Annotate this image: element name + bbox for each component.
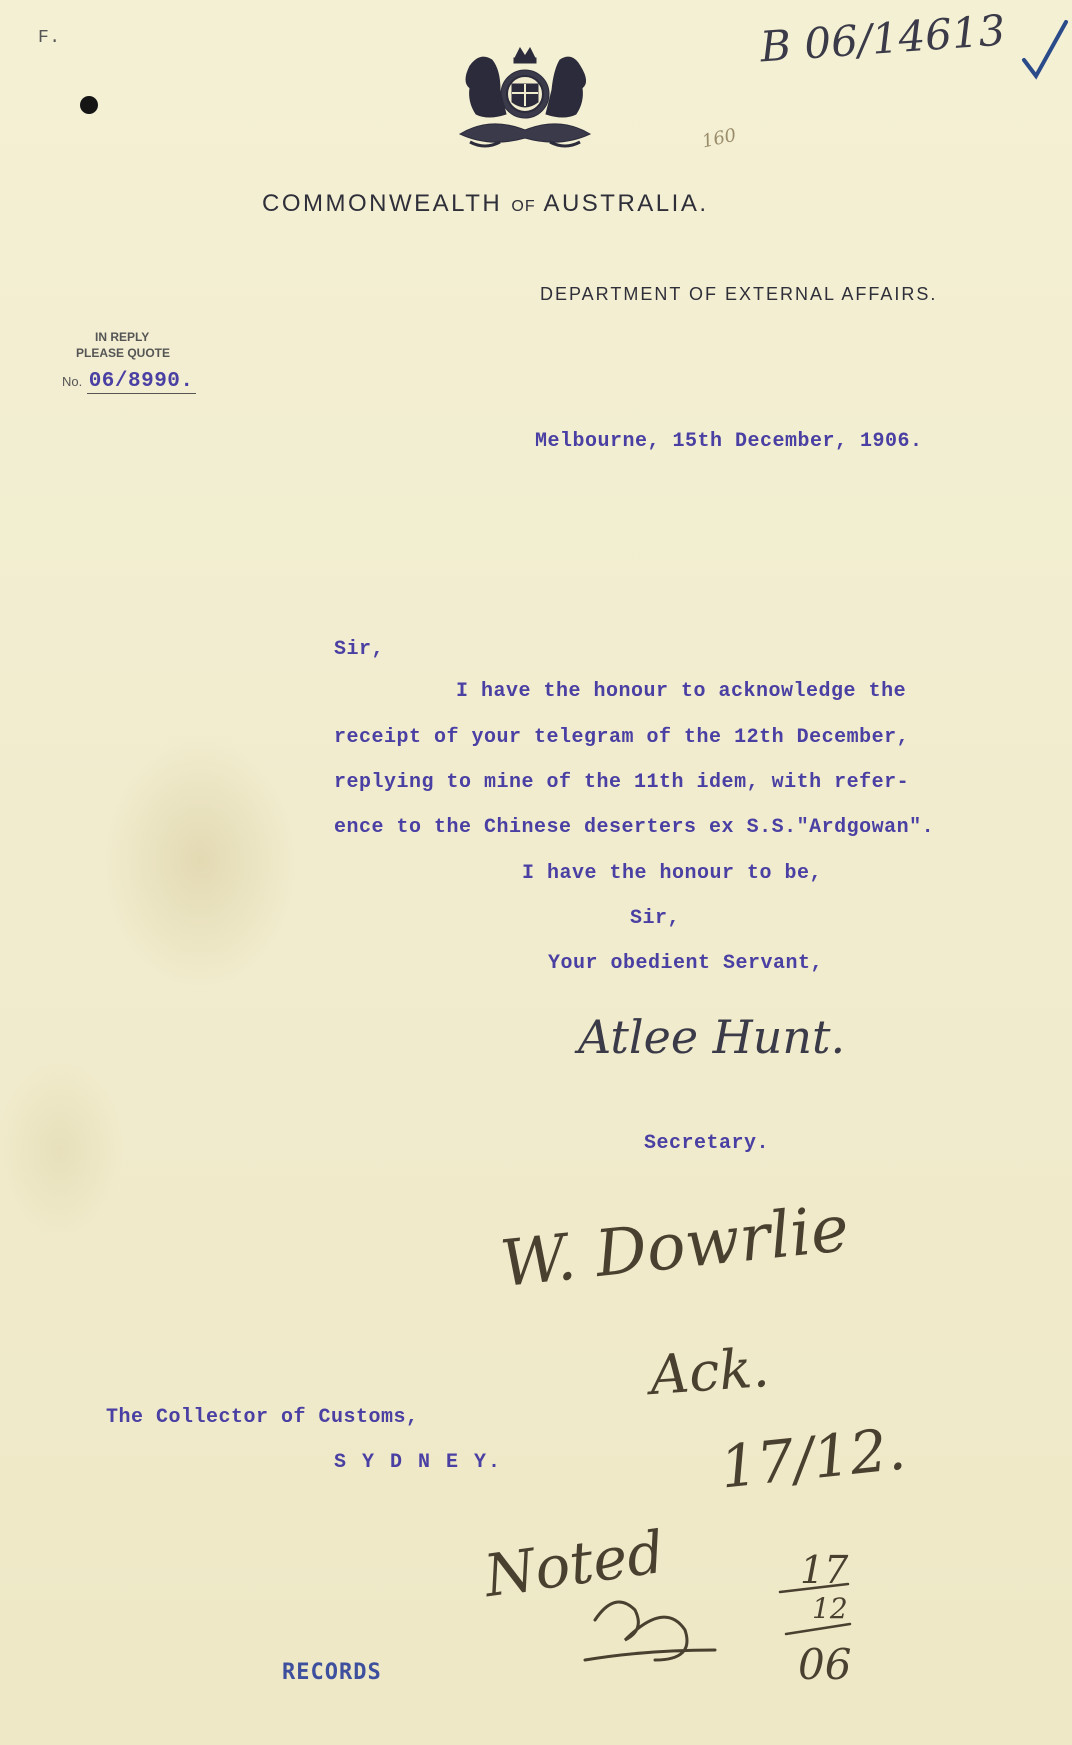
place-date: Melbourne, 15th December, 1906. [535,430,923,453]
date-fraction-lines [778,1582,858,1642]
salutation: Sir, [334,638,385,661]
letterhead-title [262,190,709,218]
small-annotation: 160 [700,124,739,153]
handwritten-initials: W. Dowrlie [497,1191,853,1303]
coat-of-arms-icon [450,46,600,154]
body-line-3: replying to mine of the 11th idem, with refer- [334,771,910,794]
form-code: F. [38,28,61,48]
letterhead-country: COMMONWEALTH [262,190,503,217]
body-line-2: receipt of your telegram of the 12th December, [334,726,910,749]
department-name: DEPARTMENT OF EXTERNAL AFFAIRS. [540,284,938,304]
signature: Atlee Hunt. [578,1010,846,1064]
handwritten-ack: Ack. [647,1335,772,1408]
noted-date-month: 12 [812,1592,848,1625]
file-annotation: B 06/14613 [758,5,1007,72]
closing-line-2: Sir, [630,907,681,930]
letterhead-country2: AUSTRALIA. [543,190,709,217]
body-line-1: I have the honour to acknowledge the [456,680,907,703]
handwritten-ack-date: 17/12. [716,1414,909,1502]
no-label: No. [62,374,83,389]
noted-date-year: 06 [798,1640,852,1689]
addressee-line-2: S Y D N E Y. [334,1451,503,1474]
checkmark-icon [1020,20,1070,80]
noted-date-day: 17 [800,1548,849,1592]
punch-hole [80,96,98,114]
closing-line-1: I have the honour to be, [522,862,823,885]
reply-label-1: IN REPLY [95,330,150,344]
reply-label-2: PLEASE QUOTE [76,346,171,360]
reference-number [62,370,196,393]
handwritten-noted-flourish [585,1560,805,1670]
handwritten-noted: Noted [480,1517,669,1611]
body-line-4: ence to the Chinese deserters ex S.S."Ardgowan". [334,816,935,839]
records-stamp: RECORDS [282,1660,382,1685]
closing-line-3: Your obedient Servant, [548,952,824,975]
signature-title: Secretary. [644,1132,770,1155]
letterhead-of: OF [511,198,536,215]
reference-value: 06/8990. [88,370,194,393]
addressee-line-1: The Collector of Customs, [106,1406,419,1429]
